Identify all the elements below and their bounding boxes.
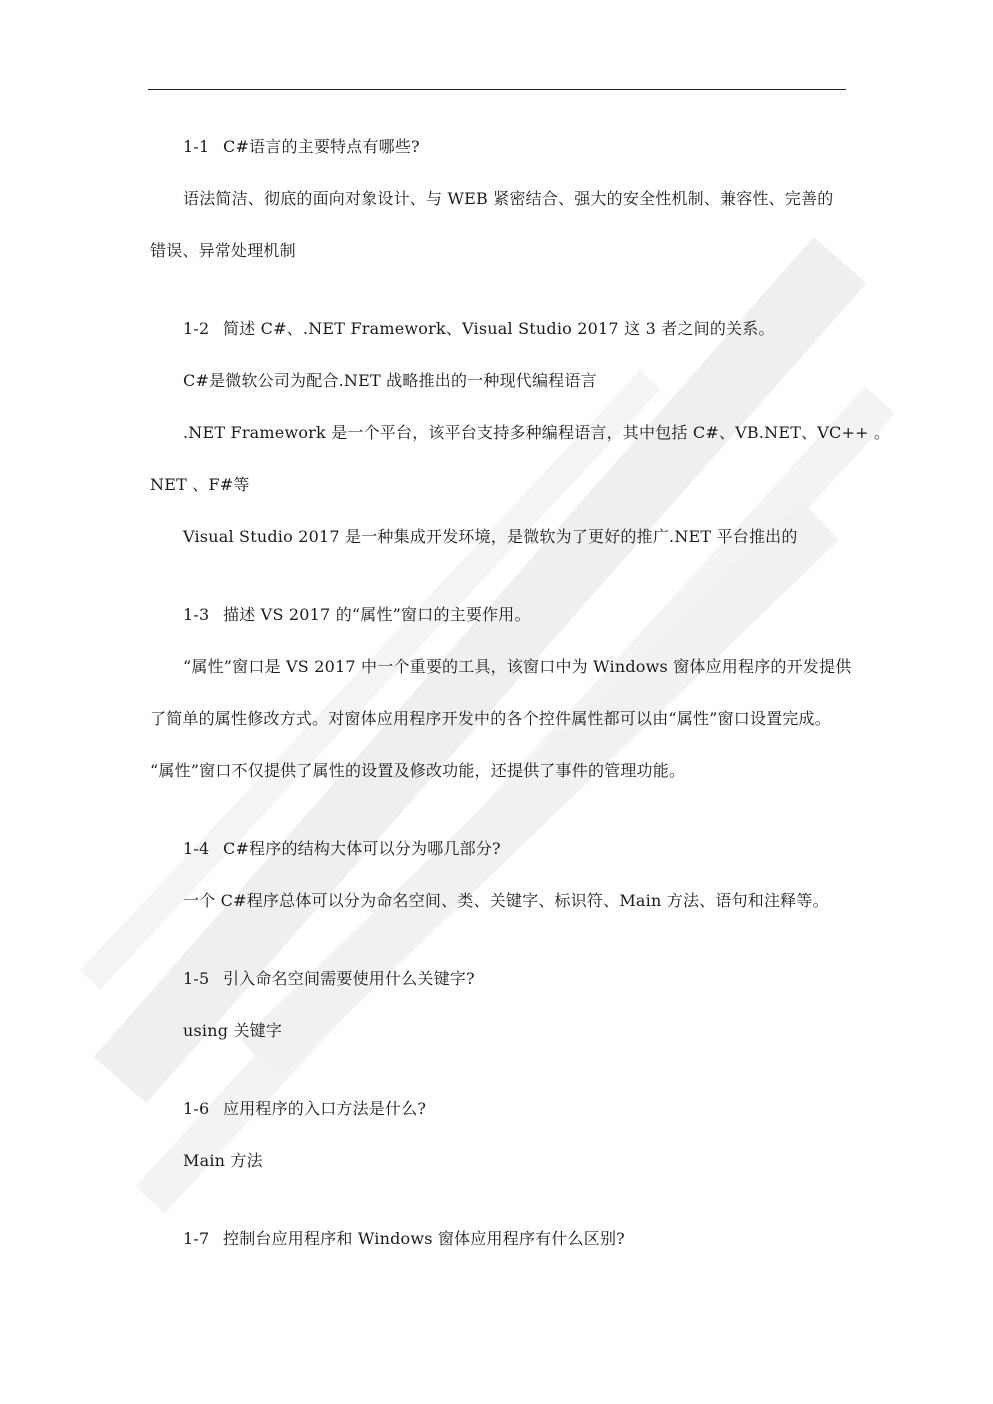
question-number: 1-1	[183, 137, 210, 156]
header-rule	[148, 89, 846, 90]
question-1-3	[183, 605, 531, 625]
question-1-5	[183, 969, 475, 989]
question-number: 1-5	[183, 969, 210, 988]
answer-line: 错误、异常处理机制	[150, 241, 296, 260]
answer-line: 了简单的属性修改方式。对窗体应用程序开发中的各个控件属性都可以由“属性”窗口设置完成。	[150, 709, 831, 728]
question-1-1	[183, 137, 420, 157]
question-text: 控制台应用程序和 Windows 窗体应用程序有什么区别?	[223, 1229, 625, 1248]
question-number: 1-7	[183, 1229, 210, 1248]
answer-line: “属性”窗口是 VS 2017 中一个重要的工具，该窗口中为 Windows 窗体应用程序的开发提供	[183, 657, 852, 676]
answer-line: using 关键字	[183, 1021, 283, 1040]
question-text: C#语言的主要特点有哪些?	[223, 137, 420, 156]
question-number: 1-3	[183, 605, 210, 624]
question-1-6	[183, 1099, 426, 1119]
question-text: 描述 VS 2017 的“属性”窗口的主要作用。	[223, 605, 531, 624]
question-text: 引入命名空间需要使用什么关键字?	[223, 969, 475, 988]
question-number: 1-2	[183, 319, 210, 338]
question-text: 应用程序的入口方法是什么?	[223, 1099, 427, 1118]
question-1-2	[183, 319, 775, 339]
question-1-4	[183, 839, 501, 859]
answer-line: .NET Framework 是一个平台，该平台支持多种编程语言，其中包括 C#、VB.NET、VC++ 。	[183, 423, 891, 442]
question-text: C#程序的结构大体可以分为哪几部分?	[223, 839, 501, 858]
answer-line: Visual Studio 2017 是一种集成开发环境，是微软为了更好的推广.NET 平台推出的	[183, 527, 798, 546]
question-text: 简述 C#、.NET Framework、Visual Studio 2017 这 3 者之间的关系。	[223, 319, 775, 338]
answer-line: Main 方法	[183, 1151, 263, 1170]
question-number: 1-6	[183, 1099, 210, 1118]
answer-line: C#是微软公司为配合.NET 战略推出的一种现代编程语言	[183, 371, 597, 390]
answer-line: 一个 C#程序总体可以分为命名空间、类、关键字、标识符、Main 方法、语句和注释等。	[183, 891, 829, 910]
answer-line: NET 、F#等	[150, 475, 250, 494]
answer-line: “属性”窗口不仅提供了属性的设置及修改功能，还提供了事件的管理功能。	[150, 761, 686, 780]
question-1-7	[183, 1229, 625, 1249]
answer-line: 语法简洁、彻底的面向对象设计、与 WEB 紧密结合、强大的安全性机制、兼容性、完善的	[183, 189, 834, 208]
question-number: 1-4	[183, 839, 210, 858]
